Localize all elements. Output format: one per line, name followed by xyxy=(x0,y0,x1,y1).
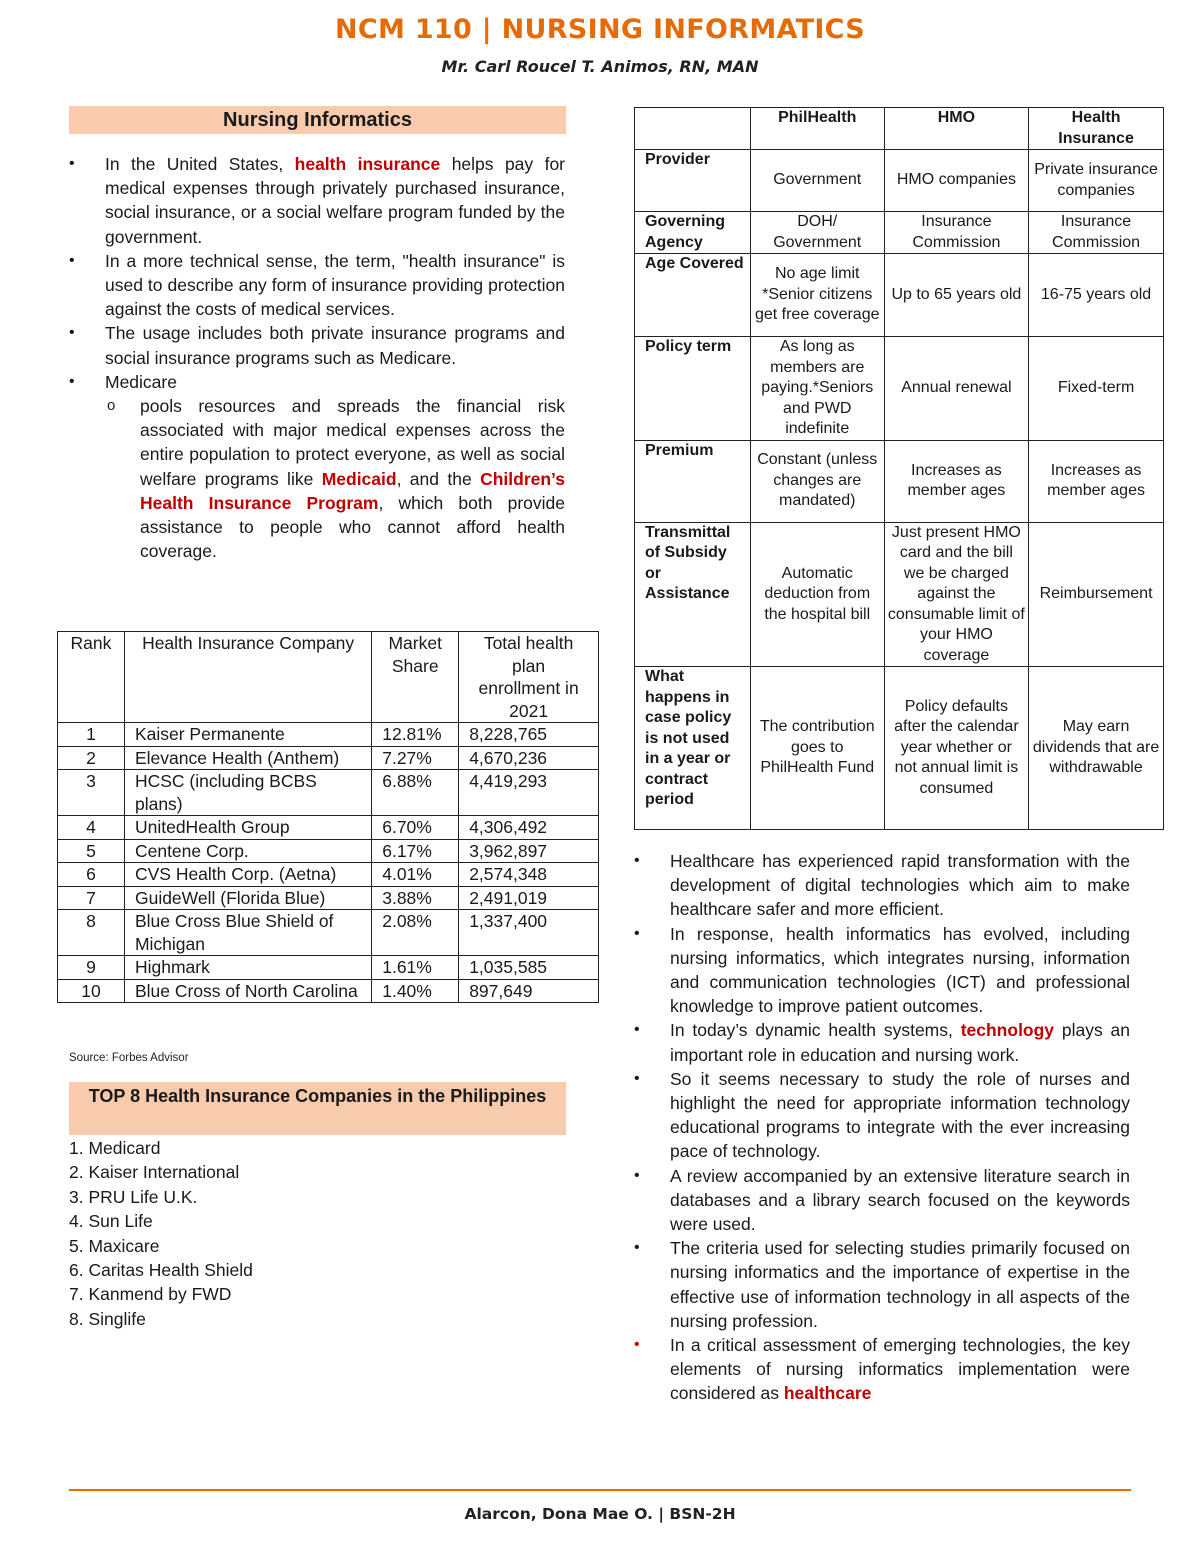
table-row xyxy=(635,440,1164,522)
insurance-comparison-table xyxy=(634,107,1164,830)
row-header: Provider xyxy=(635,150,751,212)
table-cell: Up to 65 years old xyxy=(884,254,1028,337)
table-row xyxy=(635,150,1164,212)
table-row xyxy=(635,212,1164,254)
table-cell: 1 xyxy=(58,723,125,747)
bullet-item xyxy=(69,370,565,564)
table-row xyxy=(58,979,599,1003)
highlight-text: technology xyxy=(960,1020,1055,1041)
sub-bullet-list xyxy=(105,394,565,563)
table-cell: HMO companies xyxy=(884,150,1028,212)
table-cell: Increases as member ages xyxy=(884,440,1028,522)
row-header: What happens in case policy is not used in a year or contract period xyxy=(635,667,751,830)
bullet-item: • So it seems necessary to study the role of nurses and highlight the need for appropriate information technology educational programs to integrate with the ever increasing pace of technology. xyxy=(634,1067,1130,1164)
footer-divider xyxy=(69,1489,1131,1491)
table-row xyxy=(58,863,599,887)
column-header: Total health plan enrollment in 2021 xyxy=(459,632,599,723)
table-row xyxy=(635,667,1164,830)
section-heading-top8: TOP 8 Health Insurance Companies in the Philippines xyxy=(69,1082,566,1135)
column-header: HMO xyxy=(884,108,1028,150)
table-cell: Highmark xyxy=(124,956,371,980)
table-cell: Automatic deduction from the hospital bill xyxy=(750,522,884,667)
instructor-name: Mr. Carl Roucel T. Animos, RN, MAN xyxy=(441,57,759,76)
row-header: Governing Agency xyxy=(635,212,751,254)
table-cell: 4 xyxy=(58,816,125,840)
list-item: 4. Sun Life xyxy=(69,1211,153,1232)
bullet-text: , which both provide assistance to people who cannot afford health coverage. xyxy=(140,492,565,562)
table-cell: 9 xyxy=(58,956,125,980)
table-row xyxy=(58,839,599,863)
bullet-item xyxy=(634,1333,1130,1406)
table-cell: 4,670,236 xyxy=(459,746,599,770)
list-item: 3. PRU Life U.K. xyxy=(69,1186,198,1207)
sub-bullet-item xyxy=(69,394,565,563)
left-bullet-list xyxy=(69,152,565,563)
bullet-text: In today’s dynamic health systems, xyxy=(670,1020,961,1041)
bullet-item: • Healthcare has experienced rapid transformation with the development of digital technologies which aim to make healthcare safer and more efficient. xyxy=(634,849,1130,922)
table-header-row xyxy=(635,108,1164,150)
table-row xyxy=(58,886,599,910)
bullet-item xyxy=(634,1018,1130,1066)
table-cell: 10 xyxy=(58,979,125,1003)
source-note: Source: Forbes Advisor xyxy=(69,1052,189,1064)
table-cell: Insurance Commission xyxy=(884,212,1028,254)
table-row xyxy=(635,254,1164,337)
table-row xyxy=(58,816,599,840)
table-cell: Just present HMO card and the bill we be charged against the consumable limit of your HMO coverage xyxy=(884,522,1028,667)
table-cell: 2 xyxy=(58,746,125,770)
table-cell: 7.27% xyxy=(372,746,459,770)
table-cell: 1,337,400 xyxy=(459,910,599,956)
table-cell: No age limit *Senior citizens get free coverage xyxy=(750,254,884,337)
table-cell: 12.81% xyxy=(372,723,459,747)
table-cell: The contribution goes to PhilHealth Fund xyxy=(750,667,884,830)
bullet-item: • A review accompanied by an extensive literature search in databases and a library search focused on the keywords were used. xyxy=(634,1164,1130,1237)
highlight-text: Children’s Health Insurance Program xyxy=(140,468,565,513)
table-cell: 2,574,348 xyxy=(459,863,599,887)
list-item: 8. Singlife xyxy=(69,1308,146,1329)
table-cell: 3,962,897 xyxy=(459,839,599,863)
table-cell: 3.88% xyxy=(372,886,459,910)
table-row xyxy=(58,770,599,816)
column-header: Health Insurance xyxy=(1029,108,1164,150)
column-header: Rank xyxy=(58,632,125,723)
table-cell: 1.40% xyxy=(372,979,459,1003)
table-header-row xyxy=(58,632,599,723)
table-cell: 8,228,765 xyxy=(459,723,599,747)
table-cell: Annual renewal xyxy=(884,337,1028,441)
table-cell: 1,035,585 xyxy=(459,956,599,980)
table-cell: 7 xyxy=(58,886,125,910)
bullet-text: plays an important role in education and nursing work. xyxy=(670,1020,1131,1065)
bullet-item: • The criteria used for selecting studies primarily focused on nursing informatics and the importance of expertise in the effective use of information technology in all aspects of the nursing profession. xyxy=(634,1236,1130,1333)
table-cell: 16-75 years old xyxy=(1029,254,1164,337)
list-item: 2. Kaiser International xyxy=(69,1162,240,1183)
bullet-text: helps pay for medical expenses through privately purchased insurance, social insurance, or a social welfare program funded by the government. xyxy=(105,154,565,247)
table-cell: Elevance Health (Anthem) xyxy=(124,746,371,770)
table-cell: 6.88% xyxy=(372,770,459,816)
table-cell: DOH/ Government xyxy=(750,212,884,254)
table-row xyxy=(635,337,1164,441)
right-bullet-list xyxy=(634,849,1130,1406)
column-header: Market Share xyxy=(372,632,459,723)
table-row xyxy=(58,723,599,747)
table-cell: UnitedHealth Group xyxy=(124,816,371,840)
bullet-item xyxy=(69,152,565,249)
table-row xyxy=(58,910,599,956)
table-cell: As long as members are paying.*Seniors and PWD indefinite xyxy=(750,337,884,441)
bullet-text: Medicare xyxy=(105,371,177,392)
highlight-text: health insurance xyxy=(294,154,441,174)
table-cell: CVS Health Corp. (Aetna) xyxy=(124,863,371,887)
row-header: Transmittal of Subsidy or Assistance xyxy=(635,522,751,667)
bullet-text: , and the xyxy=(396,468,481,489)
table-row xyxy=(58,956,599,980)
table-cell: Government xyxy=(750,150,884,212)
top8-list xyxy=(69,1136,253,1331)
table-cell: May earn dividends that are withdrawable xyxy=(1029,667,1164,830)
row-header: Age Covered xyxy=(635,254,751,337)
table-cell: 4.01% xyxy=(372,863,459,887)
bullet-text: In the United States, xyxy=(105,154,295,174)
section-heading-nursing-informatics: Nursing Informatics xyxy=(69,106,566,134)
page-title: NCM 110 | NURSING INFORMATICS xyxy=(334,14,866,45)
bullet-text: pools resources and spreads the financial risk associated with major medical expenses across the entire population to protect everyone, as well as social welfare programs like xyxy=(140,396,565,489)
bullet-item: • In a more technical sense, the term, "health insurance" is used to describe any form of insurance providing protection against the costs of medical services. xyxy=(69,249,565,322)
table-cell: Insurance Commission xyxy=(1029,212,1164,254)
row-header: Premium xyxy=(635,440,751,522)
table-cell: Reimbursement xyxy=(1029,522,1164,667)
table-cell: Fixed-term xyxy=(1029,337,1164,441)
table-cell: 1.61% xyxy=(372,956,459,980)
column-header-empty xyxy=(635,108,751,150)
table-cell: 6 xyxy=(58,863,125,887)
table-cell: Increases as member ages xyxy=(1029,440,1164,522)
table-cell: 2.08% xyxy=(372,910,459,956)
table-cell: Blue Cross Blue Shield of Michigan xyxy=(124,910,371,956)
table-cell: Centene Corp. xyxy=(124,839,371,863)
table-cell: 8 xyxy=(58,910,125,956)
table-cell: Kaiser Permanente xyxy=(124,723,371,747)
table-cell: 6.70% xyxy=(372,816,459,840)
table-cell: 2,491,019 xyxy=(459,886,599,910)
table-cell: Private insurance companies xyxy=(1029,150,1164,212)
highlight-text: healthcare xyxy=(783,1383,872,1404)
bullet-item: • The usage includes both private insurance programs and social insurance programs such as Medicare. xyxy=(69,321,565,369)
list-item: 6. Caritas Health Shield xyxy=(69,1260,253,1281)
list-item: 5. Maxicare xyxy=(69,1235,160,1256)
column-header: PhilHealth xyxy=(750,108,884,150)
list-item: 7. Kanmend by FWD xyxy=(69,1284,232,1305)
highlight-text: Medicaid xyxy=(321,468,397,489)
health-insurance-ranking-table xyxy=(57,631,599,1003)
table-cell: HCSC (including BCBS plans) xyxy=(124,770,371,816)
table-row xyxy=(635,522,1164,667)
table-cell: 6.17% xyxy=(372,839,459,863)
column-header: Health Insurance Company xyxy=(124,632,371,723)
table-cell: 3 xyxy=(58,770,125,816)
table-cell: 4,306,492 xyxy=(459,816,599,840)
footer-author: Alarcon, Dona Mae O. | BSN-2H xyxy=(464,1505,736,1523)
bullet-item: • In response, health informatics has evolved, including nursing informatics, which integrates nursing, information and communication technologies (ICT) and professional knowledge to improve patient outcomes. xyxy=(634,922,1130,1019)
table-cell: 897,649 xyxy=(459,979,599,1003)
row-header: Policy term xyxy=(635,337,751,441)
table-row xyxy=(58,746,599,770)
table-cell: Constant (unless changes are mandated) xyxy=(750,440,884,522)
bullet-text: In a critical assessment of emerging technologies, the key elements of nursing informatics implementation were considered as xyxy=(670,1335,1130,1404)
table-cell: 4,419,293 xyxy=(459,770,599,816)
table-cell: Policy defaults after the calendar year whether or not annual limit is consumed xyxy=(884,667,1028,830)
list-item: 1. Medicard xyxy=(69,1138,161,1158)
table-cell: Blue Cross of North Carolina xyxy=(124,979,371,1003)
table-cell: GuideWell (Florida Blue) xyxy=(124,886,371,910)
table-cell: 5 xyxy=(58,839,125,863)
